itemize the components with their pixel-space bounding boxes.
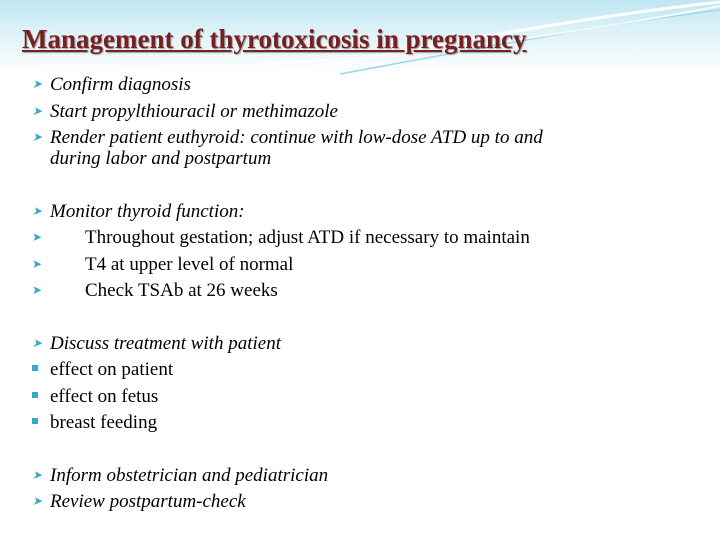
list-item-text: effect on fetus bbox=[50, 386, 159, 407]
list-item bbox=[32, 201, 245, 222]
arrow-bullet-icon: ➤ bbox=[32, 77, 43, 91]
list-item-text: Confirm diagnosis bbox=[50, 74, 191, 95]
list-item bbox=[32, 74, 191, 95]
square-bullet-icon bbox=[32, 392, 38, 398]
list-item bbox=[32, 359, 173, 380]
arrow-bullet-icon: ➤ bbox=[32, 104, 43, 118]
list-item bbox=[32, 386, 158, 407]
list-item-text: Monitor thyroid function: bbox=[50, 201, 245, 222]
arrow-bullet-icon: ➤ bbox=[32, 257, 43, 271]
square-bullet-icon bbox=[32, 418, 38, 424]
arrow-bullet-icon: ➤ bbox=[32, 130, 43, 144]
list-item bbox=[32, 227, 530, 248]
list-item bbox=[32, 465, 328, 486]
list-item bbox=[32, 101, 338, 122]
arrow-bullet-icon: ➤ bbox=[32, 494, 43, 508]
list-item bbox=[32, 491, 246, 512]
arrow-bullet-icon: ➤ bbox=[32, 468, 43, 482]
arrow-bullet-icon: ➤ bbox=[32, 204, 43, 218]
list-item bbox=[32, 412, 157, 433]
list-item-text: effect on patient bbox=[50, 359, 174, 380]
list-item-text: Check TSAb at 26 weeks bbox=[85, 280, 278, 301]
arrow-bullet-icon: ➤ bbox=[32, 283, 43, 297]
list-item-continuation bbox=[32, 148, 271, 169]
list-item bbox=[32, 127, 543, 148]
arrow-bullet-icon: ➤ bbox=[32, 230, 43, 244]
list-item-text: during labor and postpartum bbox=[50, 148, 272, 169]
list-item bbox=[32, 280, 278, 301]
list-item-text: Inform obstetrician and pediatrician bbox=[50, 465, 329, 486]
arrow-bullet-icon: ➤ bbox=[32, 336, 43, 350]
list-item-text: breast feeding bbox=[50, 412, 158, 433]
list-item-text: Throughout gestation; adjust ATD if necessary to maintain bbox=[85, 227, 530, 248]
page-title: Management of thyrotoxicosis in pregnancy bbox=[22, 24, 527, 54]
list-item-text: Start propylthiouracil or methimazole bbox=[50, 101, 338, 122]
list-item-text: Render patient euthyroid: continue with low-dose ATD up to and bbox=[50, 127, 543, 148]
list-item-text: T4 at upper level of normal bbox=[85, 254, 294, 275]
square-bullet-icon bbox=[32, 365, 38, 371]
list-item-text: Discuss treatment with patient bbox=[50, 333, 281, 354]
list-item-text: Review postpartum-check bbox=[50, 491, 246, 512]
list-item bbox=[32, 254, 293, 275]
list-item bbox=[32, 333, 281, 354]
